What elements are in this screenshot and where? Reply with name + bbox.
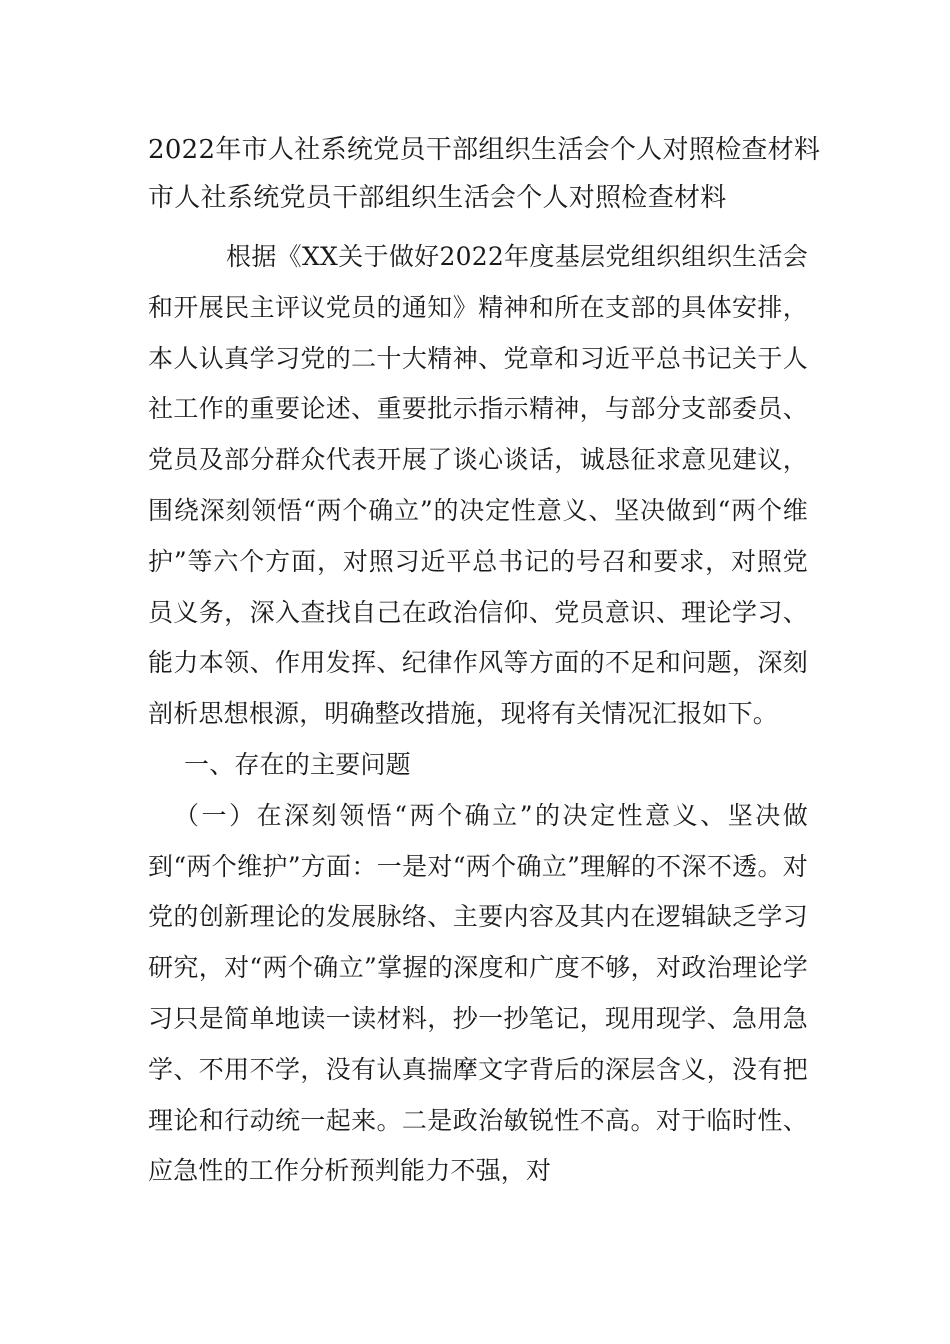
intro-paragraph: 根据《XX关于做好2022年度基层党组织组织生活会和开展民主评议党员的通知》精神和所在支部的具体安排，本人认真学习党的二十大精神、党章和习近平总书记关于人社工作的重要论述、重要批示指示精神，与部分支部委员、党员及部分群众代表开展了谈心谈话，诚恳征求意见建议，围绕深刻领悟“两个确立”的决定性意义、坚决做到“两个维护”等六个方面，对照习近平总书记的号召和要求，对照党员义务，深入查找自己在政治信仰、党员意识、理论学习、能力本领、作用发挥、纪律作风等方面的不足和问题，深刻剖析思想根源，明确整改措施，现将有关情况汇报如下。: [148, 242, 808, 729]
document-subtitle: 市人社系统党员干部组织生活会个人对照检查材料: [148, 183, 727, 213]
document-title: 2022年市人社系统党员干部组织生活会个人对照检查材料: [148, 135, 821, 165]
section-heading: 一、存在的主要问题: [184, 749, 411, 779]
section-paragraph: （一）在深刻领悟“两个确立”的决定性意义、坚决做到“两个维护”方面：一是对“两个确立”理解的不深不透。对党的创新理论的发展脉络、主要内容及其内在逻辑缺乏学习研究，对“两个确立”掌握的深度和广度不够，对政治理论学习只是简单地读一读材料，抄一抄笔记，现用现学、急用急学、不用不学，没有认真揣摩文字背后的深层含义，没有把理论和行动统一起来。二是政治敏锐性不高。对于临时性、应急性的工作分析预判能力不强，对: [148, 800, 808, 1186]
document-body: [148, 232, 808, 1197]
